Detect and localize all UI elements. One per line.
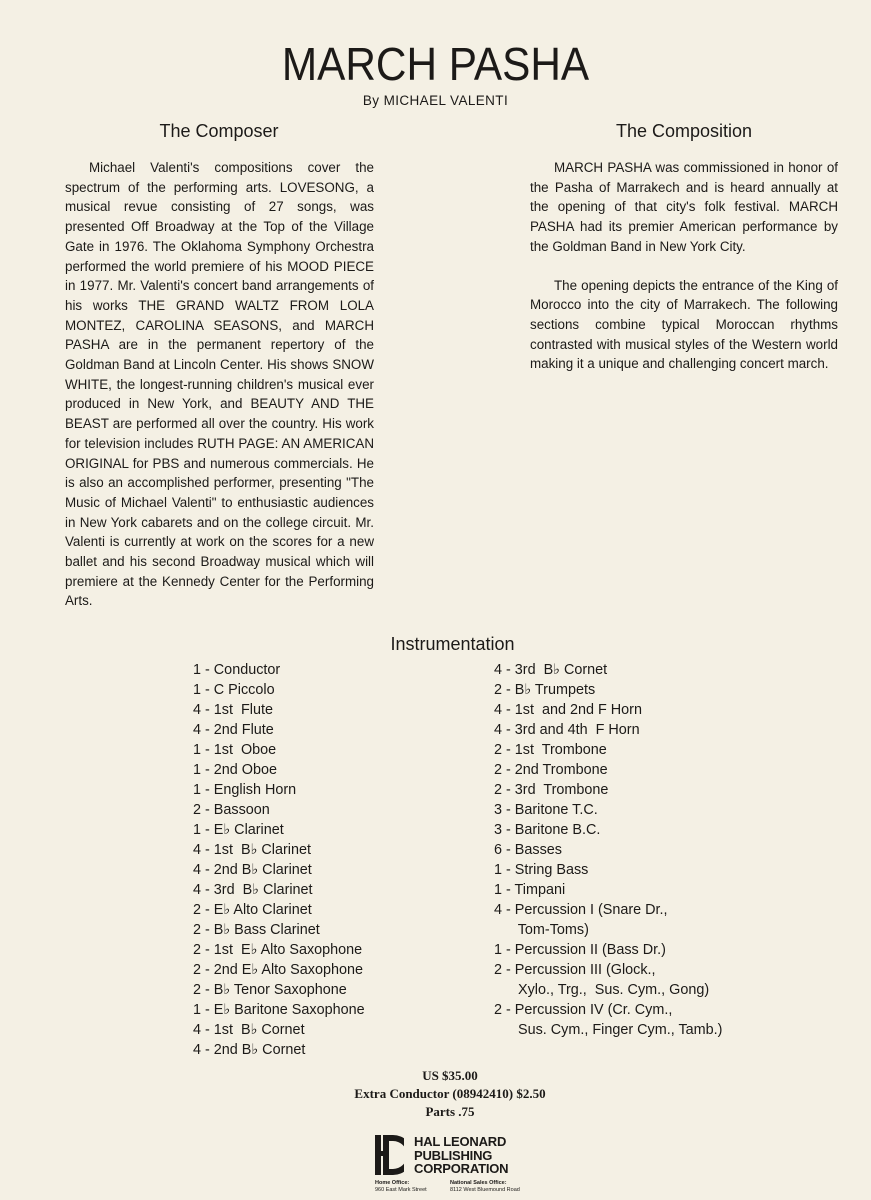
instrument-item: 6 - Basses — [494, 842, 562, 858]
home-office-label: Home Office: — [375, 1180, 410, 1186]
byline: By MICHAEL VALENTI — [362, 93, 509, 108]
instrument-item: 2 - 1st E♭ Alto Saxophone — [193, 942, 363, 958]
instrument-item: 2 - 1st Trombone — [494, 742, 607, 758]
instrument-item: 2 - B♭ Tenor Saxophone — [193, 982, 347, 998]
composer-paragraph: Michael Valenti's compositions cover the spectrum of the performing arts. LOVESONG, a musical revue consisting of 27 songs, was presented Off Broadway at the Top of the Village Gate in 1976. The Oklahoma Symphony Orchestra performed the world premiere of his MOOD PIECE in 1977. Mr. Valenti's concert band arrangements of his works THE GRAND WALTZ FROM LOLA MONTEZ, CAROLINA SEASONS, and MARCH PASHA are in the permanent repertory of the Goldman Band at Lincoln Center. His shows SNOW WHITE, the longest-running children's musical ever produced in New York, and BEAUTY AND THE BEAST are performed all over the country. His work for television includes RUTH PAGE: AN AMERICAN ORIGINAL for PBS and numerous commercials. He is also an accomplished performer, presenting "The Music of Michael Valenti" to enthusiastic audiences in New York cabarets and on the college circuit. Mr. Valenti is currently at work on the scores for a new ballet and his second Broadway musical which will premiere at the Kennedy Center for the Performing Arts. — [65, 160, 374, 609]
instrument-item: 2 - 2nd Trombone — [494, 762, 608, 778]
instrument-item: Tom-Toms) — [494, 922, 589, 938]
instrument-item: 4 - 1st and 2nd F Horn — [494, 702, 642, 718]
instrument-item: 1 - English Horn — [193, 782, 297, 798]
composer-heading: The Composer — [159, 121, 279, 141]
instrument-item: 2 - Percussion IV (Cr. Cym., — [494, 1002, 673, 1018]
instrument-item: 4 - 1st B♭ Clarinet — [193, 842, 311, 858]
instrument-item: 4 - Percussion I (Snare Dr., — [494, 902, 668, 918]
publisher-name-line-3: CORPORATION — [414, 1161, 509, 1176]
page-title: MARCH PASHA — [281, 38, 590, 90]
publisher-name-line-2: PUBLISHING — [414, 1147, 493, 1163]
composer-column — [65, 158, 374, 611]
extra-conductor-price: Extra Conductor (08942410) $2.50 — [354, 1086, 546, 1101]
instrument-item: 2 - E♭ Alto Clarinet — [193, 902, 312, 918]
instrument-item: 1 - Conductor — [193, 662, 281, 678]
price: US $35.00 — [422, 1068, 478, 1083]
sales-office — [450, 1180, 520, 1193]
instrument-item: 2 - 3rd Trombone — [494, 782, 609, 798]
instrument-item: 2 - Percussion III (Glock., — [494, 962, 656, 978]
instrument-item: 4 - 2nd B♭ Cornet — [193, 1042, 306, 1058]
instrument-item: 1 - E♭ Baritone Saxophone — [193, 1002, 365, 1018]
instrument-item: 2 - Bassoon — [193, 802, 270, 818]
instrument-list-right — [494, 660, 722, 1040]
instrumentation-heading: Instrumentation — [390, 634, 515, 654]
instrument-item: 1 - E♭ Clarinet — [193, 822, 284, 838]
sales-office-label: National Sales Office: — [450, 1180, 507, 1186]
instrument-item: 4 - 1st B♭ Cornet — [193, 1022, 305, 1038]
instrument-item: 1 - Timpani — [494, 882, 566, 898]
instrument-item: 2 - B♭ Trumpets — [494, 682, 596, 698]
instrument-item: 1 - 1st Oboe — [193, 742, 277, 758]
composition-heading: The Composition — [615, 121, 753, 141]
sales-office-address: 8112 West Bluemound Road — [450, 1186, 520, 1193]
instrument-item: 1 - C Piccolo — [193, 682, 275, 698]
composition-paragraph-2: The opening depicts the entrance of the King of Morocco into the city of Marrakech. The following sections combine typical Moroccan rhythms contrasted with musical styles of the Western world making it a unique and challenging concert march. — [530, 277, 838, 372]
composition-column — [530, 158, 838, 374]
instrument-item: 4 - 1st Flute — [193, 702, 273, 718]
hal-leonard-monogram-icon — [374, 1133, 404, 1177]
parts-price: Parts .75 — [425, 1104, 475, 1119]
instrument-item: 1 - Percussion II (Bass Dr.) — [494, 942, 666, 958]
instrument-item: 4 - 3rd and 4th F Horn — [494, 722, 640, 738]
instrument-item: 2 - B♭ Bass Clarinet — [193, 922, 320, 938]
home-office-address: 960 East Mark Street — [375, 1186, 427, 1193]
instrument-item: 4 - 3rd B♭ Clarinet — [193, 882, 313, 898]
composition-paragraph-1: MARCH PASHA was commissioned in honor of the Pasha of Marrakech and is heard annually at the opening of that city's folk festival. MARCH PASHA had its premier American performance by the Goldman Band in New York City. — [530, 160, 838, 254]
instrument-list-left — [193, 660, 365, 1060]
instrument-item: 3 - Baritone T.C. — [494, 802, 598, 818]
instrument-item: Xylo., Trg., Sus. Cym., Gong) — [494, 982, 710, 998]
instrument-item: 4 - 2nd Flute — [193, 722, 274, 738]
instrument-item: 3 - Baritone B.C. — [494, 822, 601, 838]
instrument-item: 1 - String Bass — [494, 862, 589, 878]
instrument-item: 2 - 2nd E♭ Alto Saxophone — [193, 962, 364, 978]
instrument-item: 4 - 2nd B♭ Clarinet — [193, 862, 312, 878]
home-office — [375, 1180, 427, 1193]
instrument-item: 4 - 3rd B♭ Cornet — [494, 662, 608, 678]
instrument-item: Sus. Cym., Finger Cym., Tamb.) — [494, 1022, 723, 1038]
publisher-name-line-1: HAL LEONARD — [414, 1134, 507, 1149]
instrument-item: 1 - 2nd Oboe — [193, 762, 278, 778]
